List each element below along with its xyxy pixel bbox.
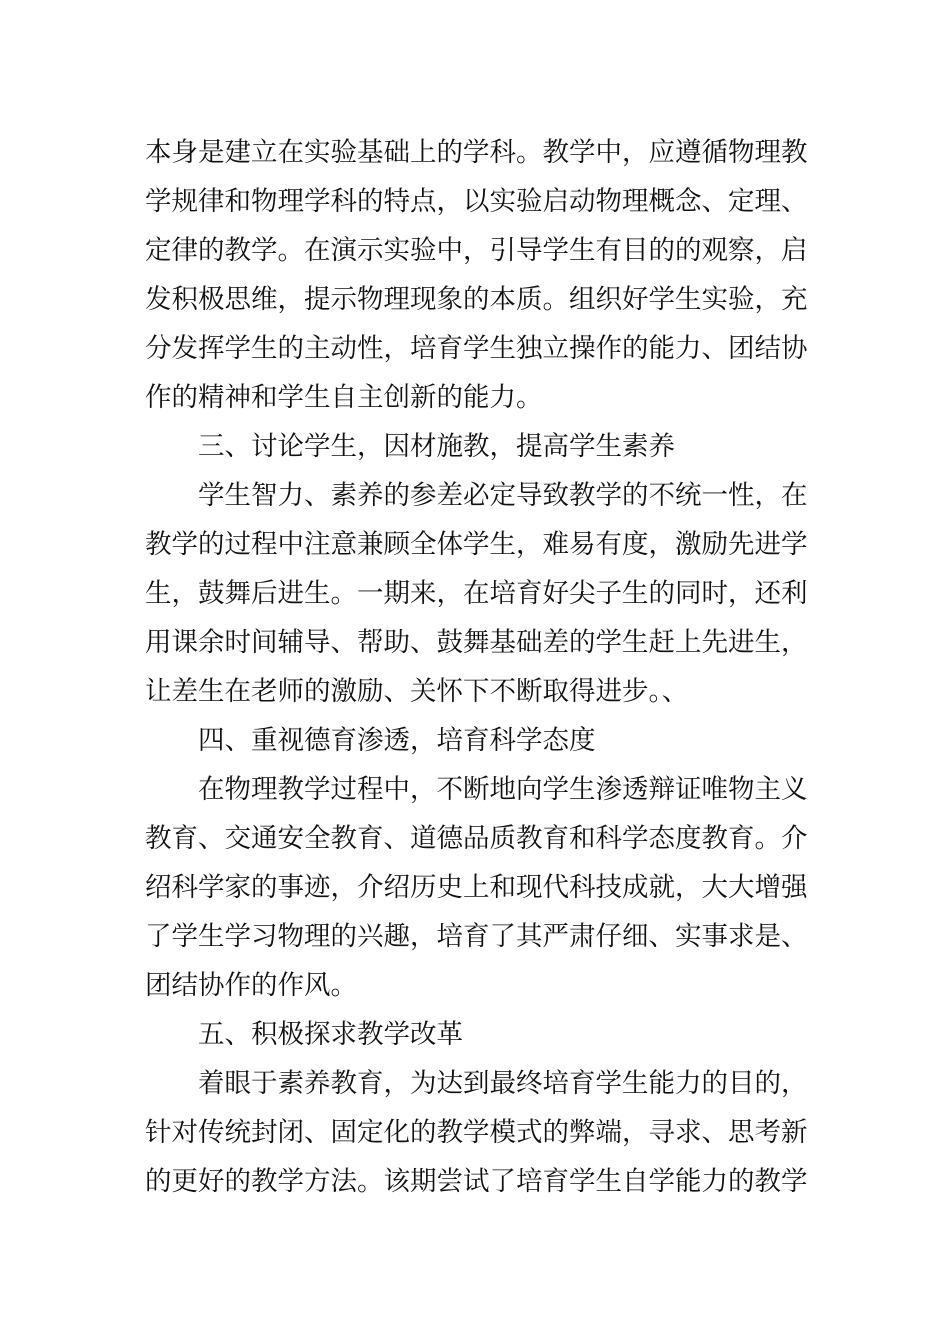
paragraph-last-line: 团结协作的作风。 [145,970,357,1001]
paragraph-line: 本身是建立在实验基础上的学科。教学中，应遵循物理教 [145,137,808,168]
paragraph-last-line: 作的精神和学生自主创新的能力。 [145,382,543,413]
paragraph-line: 定律的教学。在演示实验中，引导学生有目的的观察，启 [145,235,808,266]
paragraph-line: 绍科学家的事迹，介绍历史上和现代科技成就，大大增强 [145,872,808,903]
paragraph-first-line: 在物理教学过程中，不断地向学生渗透辩证唯物主义 [198,774,808,805]
paragraph-line: 学规律和物理学科的特点，以实验启动物理概念、定理、 [145,186,808,217]
document-body [145,128,807,1206]
paragraph-line: 教育、交通安全教育、道德品质教育和科学态度教育。介 [145,823,808,854]
paragraph-line: 用课余时间辅导、帮助、鼓舞基础差的学生赶上先进生， [145,627,808,658]
section-heading: 五、积极探求教学改革 [198,1019,463,1050]
paragraph-line: 发积极思维，提示物理现象的本质。组织好学生实验，充 [145,284,808,315]
paragraph-line: 分发挥学生的主动性，培育学生独立操作的能力、团结协 [145,333,808,364]
paragraph-first-line: 着眼于素养教育，为达到最终培育学生能力的目的， [198,1068,808,1099]
paragraph-line: 的更好的教学方法。该期尝试了培育学生自学能力的教学 [145,1166,808,1197]
paragraph-first-line: 学生智力、素养的参差必定导致教学的不统一性，在 [198,480,808,511]
paragraph-line: 了学生学习物理的兴趣，培育了其严肃仔细、实事求是、 [145,921,808,952]
paragraph-line: 教学的过程中注意兼顾全体学生，难易有度，激励先进学 [145,529,808,560]
paragraph-line: 生，鼓舞后进生。一期来，在培育好尖子生的同时，还利 [145,578,808,609]
paragraph-last-line: 让差生在老师的激励、关怀下不断取得进步。、 [145,676,689,707]
section-heading: 四、重视德育渗透，培育科学态度 [198,725,596,756]
paragraph-line: 针对传统封闭、固定化的教学模式的弊端，寻求、思考新 [145,1117,808,1148]
section-heading: 三、讨论学生，因材施教，提高学生素养 [198,431,675,462]
